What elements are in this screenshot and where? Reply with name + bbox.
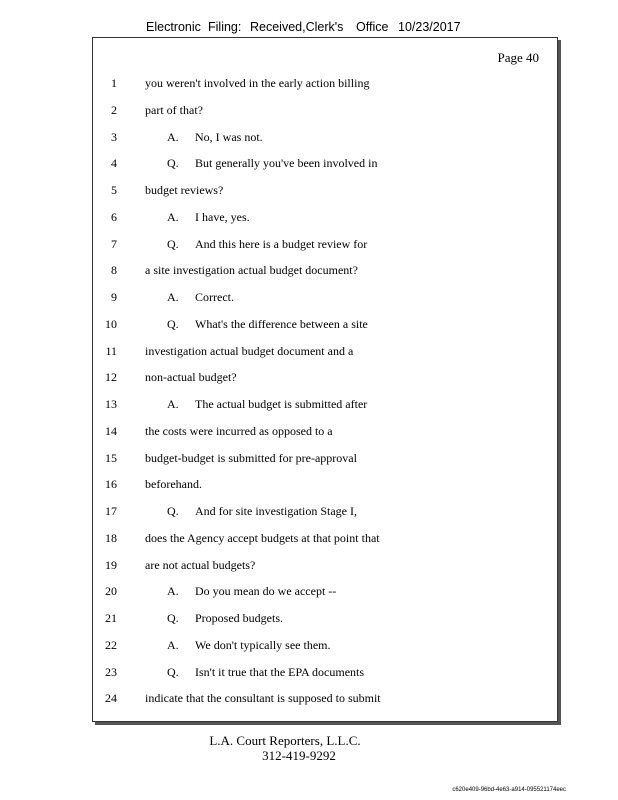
line-content: What's the difference between a site <box>195 316 368 331</box>
line-number: 17 <box>105 504 117 518</box>
line-number: 5 <box>111 183 117 197</box>
line-text <box>145 261 358 279</box>
transcript-line <box>93 689 557 707</box>
line-content: does the Agency accept budgets at that point that <box>145 530 380 545</box>
line-number: 1 <box>111 76 117 90</box>
line-content: you weren't involved in the early action billing <box>145 76 370 90</box>
answer-marker: A. <box>167 290 179 304</box>
line-content: are not actual budgets? <box>145 557 256 572</box>
line-text <box>145 449 357 467</box>
line-number: 10 <box>105 316 117 331</box>
line-text <box>167 235 367 253</box>
line-content: non-actual budget? <box>145 370 237 385</box>
transcript-line <box>93 208 557 226</box>
line-text <box>167 502 357 520</box>
page-number: Page 40 <box>497 50 539 65</box>
line-number: 8 <box>111 263 117 278</box>
question-marker: Q. <box>167 504 179 518</box>
transcript-line <box>93 154 557 172</box>
transcript-line <box>93 74 557 92</box>
line-text <box>145 556 255 574</box>
transcript-line <box>93 449 557 467</box>
line-number: 18 <box>105 530 117 545</box>
line-content: We don't typically see them. <box>195 637 331 652</box>
transcript-page <box>92 37 558 722</box>
answer-marker: A. <box>167 584 179 599</box>
transcript-line <box>93 261 557 279</box>
footer-phone: 312-419-9292 <box>262 748 336 763</box>
line-number: 12 <box>105 370 117 385</box>
line-number: 13 <box>105 397 117 411</box>
line-number: 24 <box>105 691 117 706</box>
line-number: 4 <box>111 156 117 171</box>
line-content: budget reviews? <box>145 183 224 197</box>
line-content: And this here is a budget review for <box>195 236 368 251</box>
document-hash: c620e409-96bd-4e63-a914-095521174eec <box>452 787 566 793</box>
line-content: beforehand. <box>145 477 202 492</box>
question-marker: Q. <box>167 316 179 331</box>
line-text <box>167 582 336 600</box>
line-text <box>145 74 369 92</box>
transcript-line <box>93 395 557 413</box>
line-number: 7 <box>111 236 117 251</box>
line-text <box>145 368 237 386</box>
transcript-line <box>93 529 557 547</box>
transcript-line <box>93 315 557 333</box>
transcript-line <box>93 582 557 600</box>
line-text <box>145 342 353 360</box>
line-content: a site investigation actual budget document? <box>145 263 358 278</box>
transcript-line <box>93 422 557 440</box>
line-content: But generally you've been involved in <box>195 156 378 171</box>
transcript-line <box>93 636 557 654</box>
question-marker: Q. <box>167 236 179 251</box>
line-number: 2 <box>111 102 117 117</box>
transcript-line <box>93 663 557 681</box>
line-text <box>145 181 223 199</box>
header-filing-date: 10/23/2017 <box>398 20 461 34</box>
line-text <box>167 315 368 333</box>
header-word-office: Office <box>356 20 389 34</box>
answer-marker: A. <box>167 637 179 652</box>
line-text <box>167 663 364 681</box>
line-text <box>145 422 333 440</box>
transcript-line <box>93 502 557 520</box>
filing-header <box>146 20 506 38</box>
line-number: 3 <box>111 129 117 144</box>
line-content: Proposed budgets. <box>195 611 283 625</box>
line-number: 20 <box>105 584 117 599</box>
line-text <box>167 609 283 627</box>
line-number: 23 <box>105 664 117 679</box>
line-text <box>167 154 377 172</box>
question-marker: Q. <box>167 156 179 171</box>
line-text <box>167 636 331 654</box>
line-text <box>145 475 202 493</box>
transcript-line <box>93 128 557 146</box>
line-number: 15 <box>105 450 117 465</box>
line-text <box>145 689 381 707</box>
transcript-line <box>93 368 557 386</box>
line-text <box>145 529 380 547</box>
footer-company: L.A. Court Reporters, L.L.C. <box>209 733 361 748</box>
line-number: 11 <box>105 343 117 358</box>
line-number: 22 <box>105 637 117 652</box>
line-content: Isn't it true that the EPA documents <box>195 664 365 679</box>
line-text <box>167 128 263 146</box>
transcript-line <box>93 475 557 493</box>
line-content: Do you mean do we accept -- <box>195 584 337 599</box>
line-number: 16 <box>105 477 117 492</box>
transcript-line <box>93 235 557 253</box>
line-text <box>167 208 250 226</box>
line-text <box>167 288 234 306</box>
line-number: 9 <box>111 290 117 304</box>
answer-marker: A. <box>167 397 179 411</box>
answer-marker: A. <box>167 129 179 144</box>
line-content: indicate that the consultant is supposed to submit <box>145 691 381 706</box>
line-content: I have, yes. <box>195 209 250 224</box>
transcript-line <box>93 288 557 306</box>
line-content: investigation actual budget document and a <box>145 343 354 358</box>
line-text <box>167 395 367 413</box>
line-number: 19 <box>105 557 117 572</box>
line-content: The actual budget is submitted after <box>195 397 368 411</box>
line-number: 6 <box>111 209 117 224</box>
line-number: 14 <box>105 423 117 438</box>
question-marker: Q. <box>167 611 179 625</box>
transcript-line <box>93 342 557 360</box>
transcript-line <box>93 181 557 199</box>
header-word-received-clerks: Received,Clerk's <box>250 20 344 34</box>
line-number: 21 <box>105 611 117 625</box>
line-content: budget-budget is submitted for pre-approval <box>145 450 357 465</box>
line-text <box>145 101 203 119</box>
transcript-line <box>93 101 557 119</box>
answer-marker: A. <box>167 209 179 224</box>
line-content: And for site investigation Stage I, <box>195 504 357 518</box>
header-word-electronic: Electronic <box>146 20 201 34</box>
transcript-line <box>93 556 557 574</box>
question-marker: Q. <box>167 664 179 679</box>
line-content: No, I was not. <box>195 129 263 144</box>
line-content: Correct. <box>195 290 234 304</box>
transcript-line <box>93 609 557 627</box>
line-content: part of that? <box>145 102 203 117</box>
header-word-filing: Filing: <box>208 20 242 34</box>
line-content: the costs were incurred as opposed to a <box>145 423 333 438</box>
